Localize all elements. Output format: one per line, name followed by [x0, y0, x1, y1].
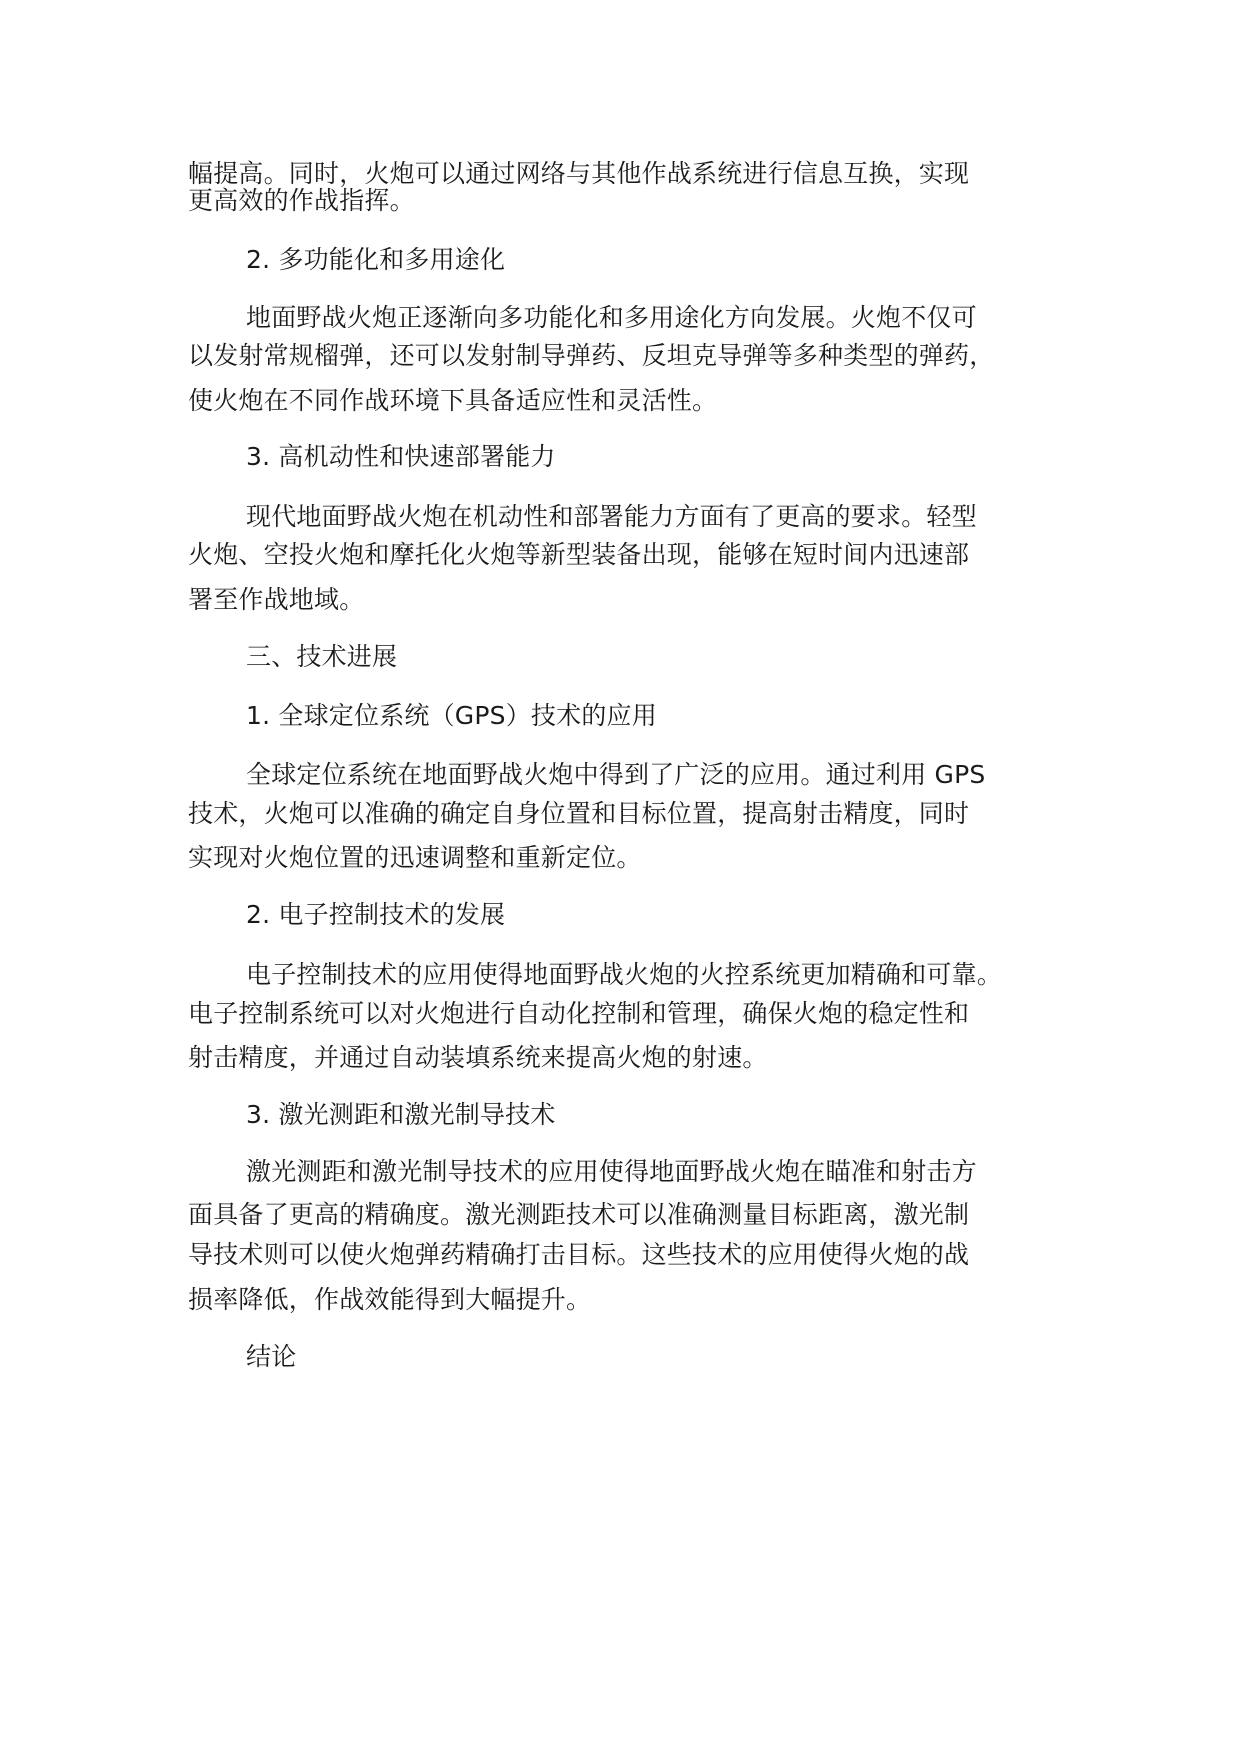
body-line: 署至作战地域。 — [188, 585, 365, 614]
body-line: 技术，火炮可以准确的确定自身位置和目标位置，提高射击精度，同时 — [188, 799, 970, 828]
body-line: 更高效的作战指挥。 — [188, 186, 415, 215]
body-line: 火炮、空投火炮和摩托化火炮等新型装备出现，能够在短时间内迅速部 — [188, 540, 970, 569]
body-line: 现代地面野战火炮在机动性和部署能力方面有了更高的要求。轻型 — [246, 502, 977, 531]
section-heading: 2. 电子控制技术的发展 — [246, 900, 506, 929]
body-line: 全球定位系统在地面野战火炮中得到了广泛的应用。通过利用 GPS — [246, 760, 986, 789]
section-heading: 3. 激光测距和激光制导技术 — [246, 1100, 556, 1129]
body-line: 以发射常规榴弹，还可以发射制导弹药、反坦克导弹等多种类型的弹药， — [188, 341, 995, 370]
body-line: 幅提高。同时，火炮可以通过网络与其他作战系统进行信息互换，实现 — [188, 159, 970, 188]
body-line: 激光测距和激光制导技术的应用使得地面野战火炮在瞄准和射击方 — [246, 1157, 977, 1186]
body-line: 实现对火炮位置的迅速调整和重新定位。 — [188, 843, 642, 872]
section-heading: 三、技术进展 — [246, 642, 398, 671]
body-line: 导技术则可以使火炮弹药精确打击目标。这些技术的应用使得火炮的战 — [188, 1240, 970, 1269]
body-line: 地面野战火炮正逐渐向多功能化和多用途化方向发展。火炮不仅可 — [246, 303, 977, 332]
section-heading: 2. 多功能化和多用途化 — [246, 245, 506, 274]
body-line: 电子控制系统可以对火炮进行自动化控制和管理，确保火炮的稳定性和 — [188, 999, 970, 1028]
body-line: 使火炮在不同作战环境下具备适应性和灵活性。 — [188, 386, 718, 415]
section-heading: 3. 高机动性和快速部署能力 — [246, 442, 556, 471]
section-heading: 1. 全球定位系统（GPS）技术的应用 — [246, 701, 657, 730]
body-line: 损率降低，作战效能得到大幅提升。 — [188, 1285, 592, 1314]
body-line: 射击精度，并通过自动装填系统来提高火炮的射速。 — [188, 1043, 768, 1072]
body-line: 面具备了更高的精确度。激光测距技术可以准确测量目标距离，激光制 — [188, 1200, 970, 1229]
body-line: 电子控制技术的应用使得地面野战火炮的火控系统更加精确和可靠。 — [246, 960, 1003, 989]
section-heading: 结论 — [246, 1342, 297, 1371]
